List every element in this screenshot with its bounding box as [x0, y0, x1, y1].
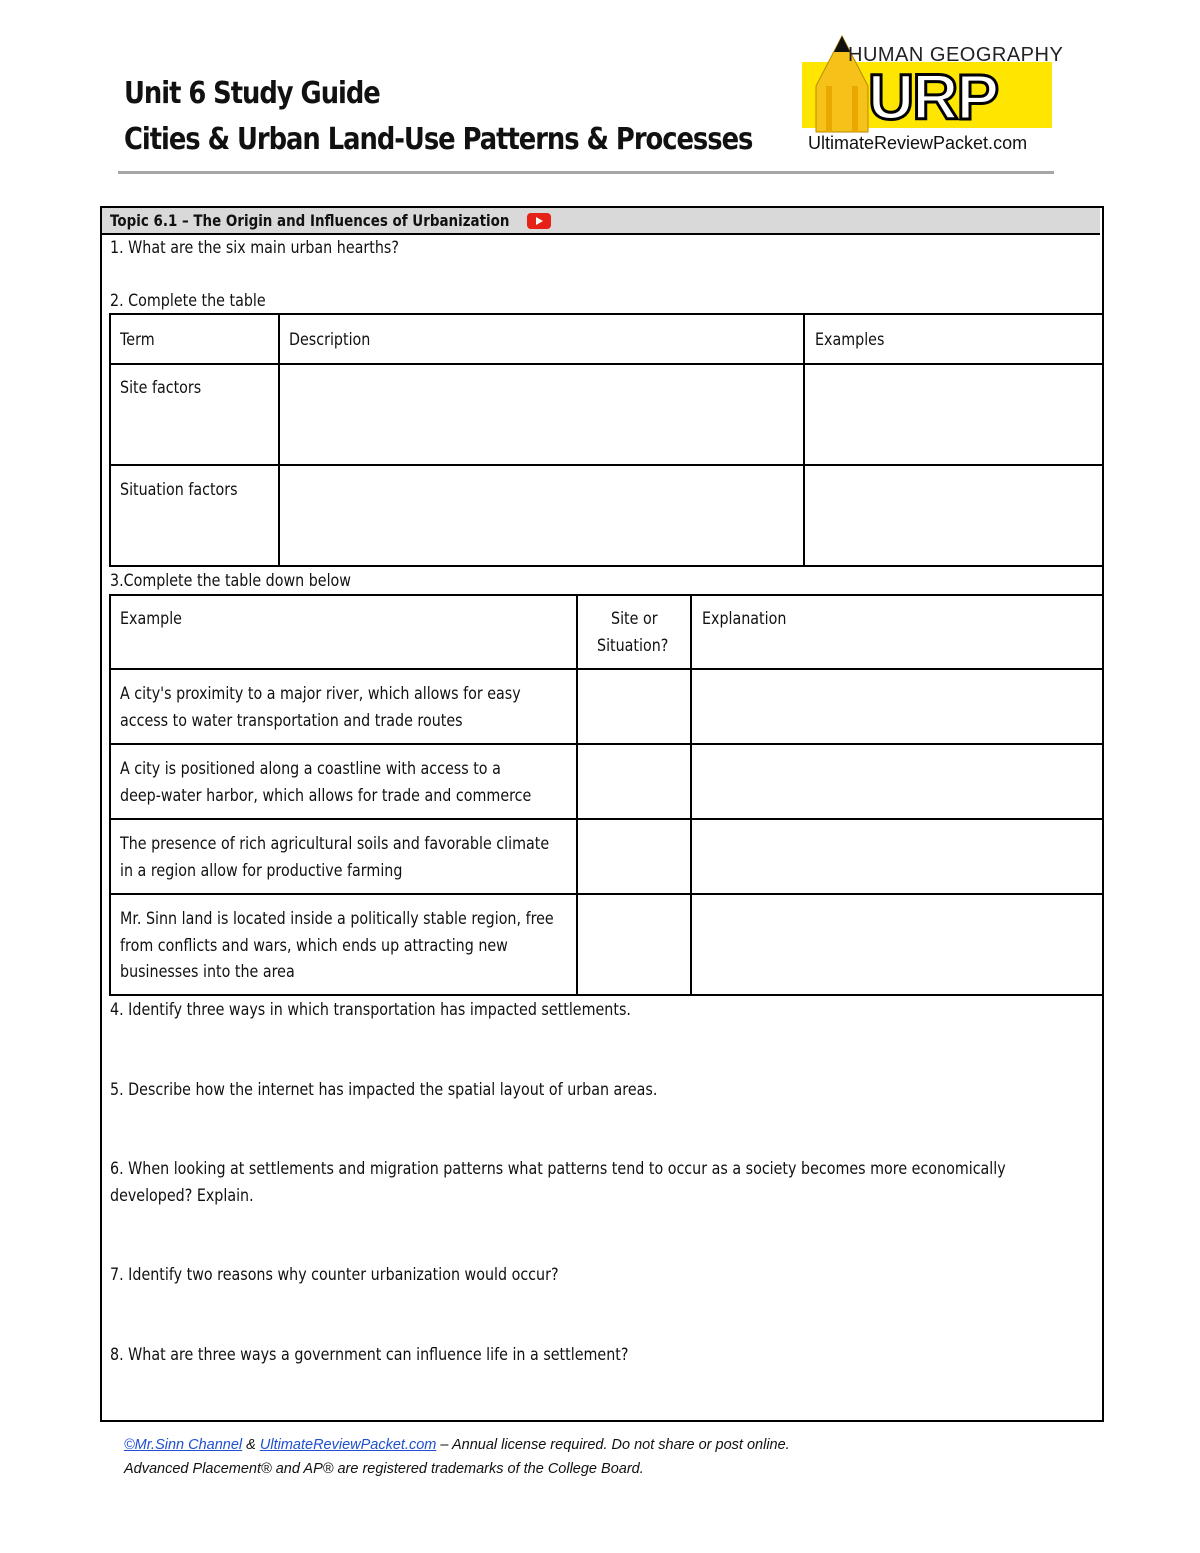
question-2: 2. Complete the table — [110, 291, 266, 311]
logo-top-text: HUMAN GEOGRAPHY — [848, 44, 1064, 66]
table1-header-examples: Examples — [815, 330, 885, 350]
table1-row-situation: Situation factors — [120, 480, 238, 500]
table2-row4-line1: Mr. Sinn land is located inside a politically stable region, free — [120, 909, 554, 929]
youtube-icon[interactable] — [527, 213, 551, 229]
urp-site-link[interactable]: UltimateReviewPacket.com — [259, 1437, 437, 1453]
table2-row4-line2: from conflicts and wars, which ends up attracting new — [120, 936, 508, 956]
table2-header-site-line2: Situation? — [597, 636, 669, 656]
footer-notice: – Annual license required. Do not share or post online. — [436, 1437, 790, 1453]
table1-border — [110, 565, 1102, 567]
table2-border — [576, 594, 578, 996]
table2-row3-line2: in a region allow for productive farming — [120, 861, 403, 881]
question-1: 1. What are the six main urban hearths? — [110, 238, 399, 258]
table1-row-site: Site factors — [120, 378, 202, 398]
question-7: 7. Identify two reasons why counter urbanization would occur? — [110, 1265, 559, 1285]
page-subtitle: Cities & Urban Land-Use Patterns & Processes — [124, 122, 753, 157]
question-6-line2: developed? Explain. — [110, 1186, 254, 1206]
table2-border — [110, 994, 1102, 996]
worksheet-frame — [100, 206, 1104, 1422]
topic-title: Topic 6.1 – The Origin and Influences of Urbanization — [110, 211, 510, 230]
table1-border — [110, 313, 1102, 315]
table2-header-explanation: Explanation — [702, 609, 787, 629]
question-6-line1: 6. When looking at settlements and migration patterns what patterns tend to occur as a society becomes more economically — [110, 1159, 1006, 1179]
table2-row1-line2: access to water transportation and trade routes — [120, 711, 463, 731]
table1-border — [110, 464, 1102, 466]
table2-border — [110, 818, 1102, 820]
table2-border — [110, 594, 1102, 596]
page-title: Unit 6 Study Guide — [124, 76, 380, 111]
table2-header-example: Example — [120, 609, 182, 629]
question-8: 8. What are three ways a government can influence life in a settlement? — [110, 1345, 629, 1365]
footer-license — [124, 1437, 790, 1453]
table2-border — [690, 594, 692, 996]
table1-header-description: Description — [289, 330, 371, 350]
table1-border — [110, 363, 1102, 365]
table1-border — [109, 313, 111, 567]
table1-header-term: Term — [120, 330, 155, 350]
table2-row4-line3: businesses into the area — [120, 962, 295, 982]
table2-row3-line1: The presence of rich agricultural soils and favorable climate — [120, 834, 550, 854]
question-5: 5. Describe how the internet has impacted the spatial layout of urban areas. — [110, 1080, 658, 1100]
table2-header-site-line1: Site or — [611, 609, 658, 629]
table2-border — [110, 743, 1102, 745]
question-4: 4. Identify three ways in which transportation has impacted settlements. — [110, 1000, 631, 1020]
table1-border — [803, 313, 805, 567]
table2-border — [109, 594, 111, 996]
footer-trademark: Advanced Placement® and AP® are registered trademarks of the College Board. — [124, 1461, 644, 1477]
mrsinn-channel-link[interactable]: ©Mr.Sinn Channel — [124, 1437, 243, 1453]
header-divider — [118, 171, 1054, 174]
table2-row1-line1: A city's proximity to a major river, which allows for easy — [120, 684, 521, 704]
table2-border — [110, 668, 1102, 670]
table1-border — [278, 313, 280, 567]
logo-site-text: UltimateReviewPacket.com — [808, 133, 1028, 153]
table2-border — [110, 893, 1102, 895]
question-3: 3.Complete the table down below — [110, 571, 351, 591]
footer-ampersand: & — [242, 1437, 260, 1453]
table2-row2-line1: A city is positioned along a coastline with access to a — [120, 759, 501, 779]
logo-letters: URP — [868, 61, 998, 133]
table2-row2-line2: deep-water harbor, which allows for trade and commerce — [120, 786, 532, 806]
